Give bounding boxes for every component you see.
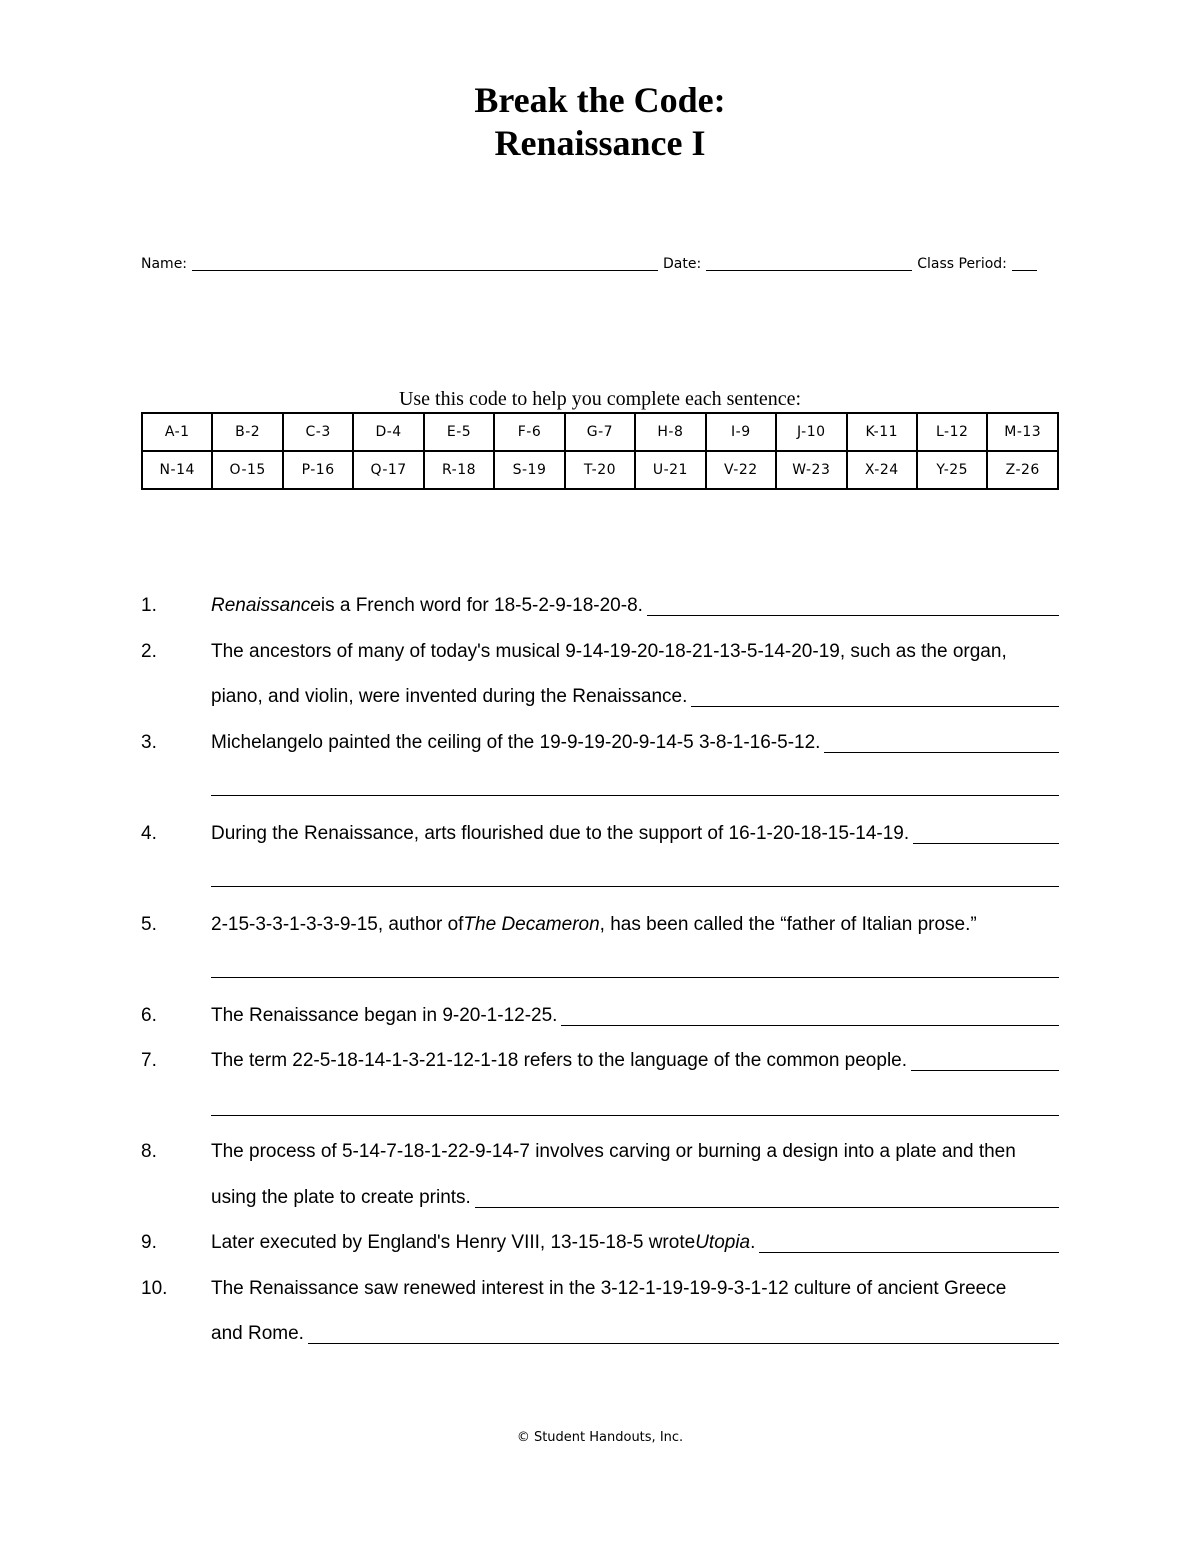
answer-blank[interactable] <box>824 734 1059 753</box>
question-text-part: 2-15-3-3-1-3-3-9-15, author of <box>211 914 464 935</box>
answer-blank-line[interactable] <box>211 886 1059 887</box>
question-text-part: Michelangelo painted the ceiling of the 19-9-19-20-9-14-5 3-8-1-16-5-12. <box>211 732 821 753</box>
worksheet-title-line-2: Renaissance I <box>494 123 706 163</box>
name-label: Name: <box>141 256 188 272</box>
answer-blank-line[interactable] <box>211 977 1059 978</box>
question-text-part: . <box>750 1232 756 1253</box>
question-text-part: The Renaissance began in 9-20-1-12-25. <box>211 1005 558 1026</box>
copyright-footer: © Student Handouts, Inc. <box>516 1430 684 1445</box>
question-text-part: The process of 5-14-7-18-1-22-9-14-7 involves carving or burning a design into a plate and then <box>211 1141 1016 1162</box>
question-text-line-1 <box>211 1140 1059 1164</box>
question-italic-title: The Decameron <box>463 914 600 935</box>
question-number: 5. <box>141 914 157 935</box>
question-number: 7. <box>141 1050 157 1071</box>
question-text-part: and Rome. <box>211 1323 304 1344</box>
code-cell: G-7 <box>565 413 635 451</box>
question-text-part: piano, and violin, were invented during the Renaissance. <box>211 686 688 707</box>
question-number: 10. <box>141 1278 168 1299</box>
code-cell: W-23 <box>776 451 846 489</box>
code-row-a-m <box>142 413 1058 451</box>
code-cell: Z-26 <box>987 451 1058 489</box>
question-text-line-1 <box>211 1277 1059 1301</box>
question-text-line-2 <box>211 1186 1059 1210</box>
question-text-part: The Renaissance saw renewed interest in the 3-12-1-19-19-9-3-1-12 culture of ancient Greece <box>211 1278 1007 1299</box>
date-field[interactable] <box>706 256 912 271</box>
question-italic-title: Utopia <box>695 1232 751 1253</box>
question-text-line-1 <box>211 640 1059 664</box>
question-text-part: using the plate to create prints. <box>211 1187 471 1208</box>
question-text <box>211 913 1059 937</box>
code-cell: C-3 <box>283 413 353 451</box>
question-text-part: , has been called the “father of Italian prose.” <box>599 914 977 935</box>
code-cell: Y-25 <box>917 451 987 489</box>
class-period-label: Class Period: <box>917 256 1007 272</box>
code-cell: O-15 <box>212 451 282 489</box>
answer-blank[interactable] <box>647 597 1059 616</box>
code-cell: P-16 <box>283 451 353 489</box>
question-text <box>211 594 1059 618</box>
question-text-part: The term 22-5-18-14-1-3-21-12-1-18 refers to the language of the common people. <box>211 1050 908 1071</box>
code-caption: Use this code to help you complete each sentence: <box>398 388 802 410</box>
code-cell: F-6 <box>494 413 564 451</box>
question-text <box>211 822 1059 846</box>
question-number: 2. <box>141 641 157 662</box>
answer-blank-line[interactable] <box>211 795 1059 796</box>
answer-blank[interactable] <box>759 1234 1059 1253</box>
code-cell: I-9 <box>706 413 776 451</box>
code-cell: D-4 <box>353 413 423 451</box>
student-info-line <box>141 254 1059 274</box>
question-number: 1. <box>141 595 157 616</box>
question-number: 4. <box>141 823 157 844</box>
question-text-part: is a French word for 18-5-2-9-18-20-8. <box>320 595 643 616</box>
code-cell: Q-17 <box>353 451 423 489</box>
code-cell: L-12 <box>917 413 987 451</box>
code-row-n-z <box>142 451 1058 489</box>
question-text-part: Later executed by England's Henry VIII, 13-15-18-5 wrote <box>211 1232 696 1253</box>
code-cell: U-21 <box>635 451 705 489</box>
question-number: 8. <box>141 1141 157 1162</box>
code-cell: R-18 <box>424 451 494 489</box>
class-period-field[interactable] <box>1012 256 1037 271</box>
question-text-part: The ancestors of many of today's musical 9-14-19-20-18-21-13-5-14-20-19, such as the organ, <box>211 641 1007 662</box>
question-text-part: During the Renaissance, arts flourished due to the support of 16-1-20-18-15-14-19. <box>211 823 910 844</box>
answer-blank[interactable] <box>691 688 1059 707</box>
letter-code-table <box>141 412 1059 490</box>
answer-blank[interactable] <box>475 1189 1059 1208</box>
question-text <box>211 731 1059 755</box>
code-cell: T-20 <box>565 451 635 489</box>
code-cell: A-1 <box>142 413 212 451</box>
question-text-line-2 <box>211 1322 1059 1346</box>
code-cell: V-22 <box>706 451 776 489</box>
code-cell: H-8 <box>635 413 705 451</box>
code-cell: N-14 <box>142 451 212 489</box>
question-italic-term: Renaissance <box>211 595 321 616</box>
question-number: 9. <box>141 1232 157 1253</box>
date-label: Date: <box>663 256 702 272</box>
question-text <box>211 1049 1059 1073</box>
question-text <box>211 1231 1059 1255</box>
code-cell: X-24 <box>847 451 917 489</box>
code-cell: K-11 <box>847 413 917 451</box>
code-cell: S-19 <box>494 451 564 489</box>
question-number: 6. <box>141 1005 157 1026</box>
answer-blank[interactable] <box>308 1325 1059 1344</box>
question-text-line-2 <box>211 685 1059 709</box>
answer-blank-line[interactable] <box>211 1115 1059 1116</box>
code-cell: J-10 <box>776 413 846 451</box>
worksheet-title-line-1: Break the Code: <box>474 80 726 120</box>
code-cell: B-2 <box>212 413 282 451</box>
answer-blank[interactable] <box>561 1007 1059 1026</box>
code-cell: M-13 <box>987 413 1058 451</box>
question-number: 3. <box>141 732 157 753</box>
question-text <box>211 1004 1059 1028</box>
answer-blank[interactable] <box>911 1052 1059 1071</box>
name-field[interactable] <box>192 256 658 271</box>
answer-blank[interactable] <box>913 825 1059 844</box>
code-cell: E-5 <box>424 413 494 451</box>
